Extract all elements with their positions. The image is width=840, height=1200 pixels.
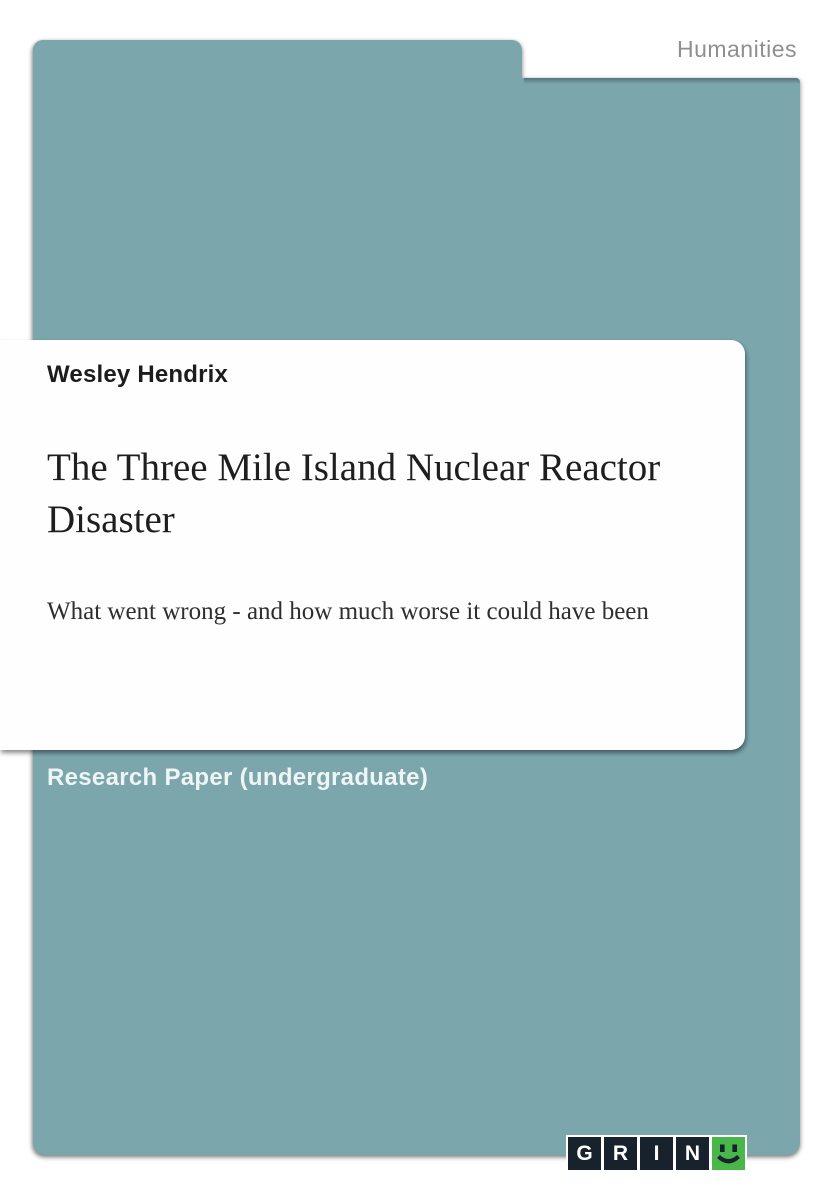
category-label: Humanities: [676, 36, 797, 62]
cover-subtitle: What went wrong - and how much worse it could have been: [47, 598, 649, 625]
author-name: Wesley Hendrix: [47, 361, 229, 388]
logo-letter-r: R: [604, 1137, 637, 1170]
logo-letter-g: G: [568, 1137, 601, 1170]
title-card: [0, 340, 745, 750]
document-type-label: Research Paper (undergraduate): [47, 764, 429, 791]
cover-title: The Three Mile Island Nuclear Reactor Disaster: [47, 446, 661, 541]
grin-logo: [566, 1135, 747, 1172]
logo-letter-i: I: [640, 1137, 673, 1170]
logo-letter-n: N: [676, 1137, 709, 1170]
notch-shadow: [524, 78, 800, 84]
smiley-icon: [712, 1137, 745, 1170]
